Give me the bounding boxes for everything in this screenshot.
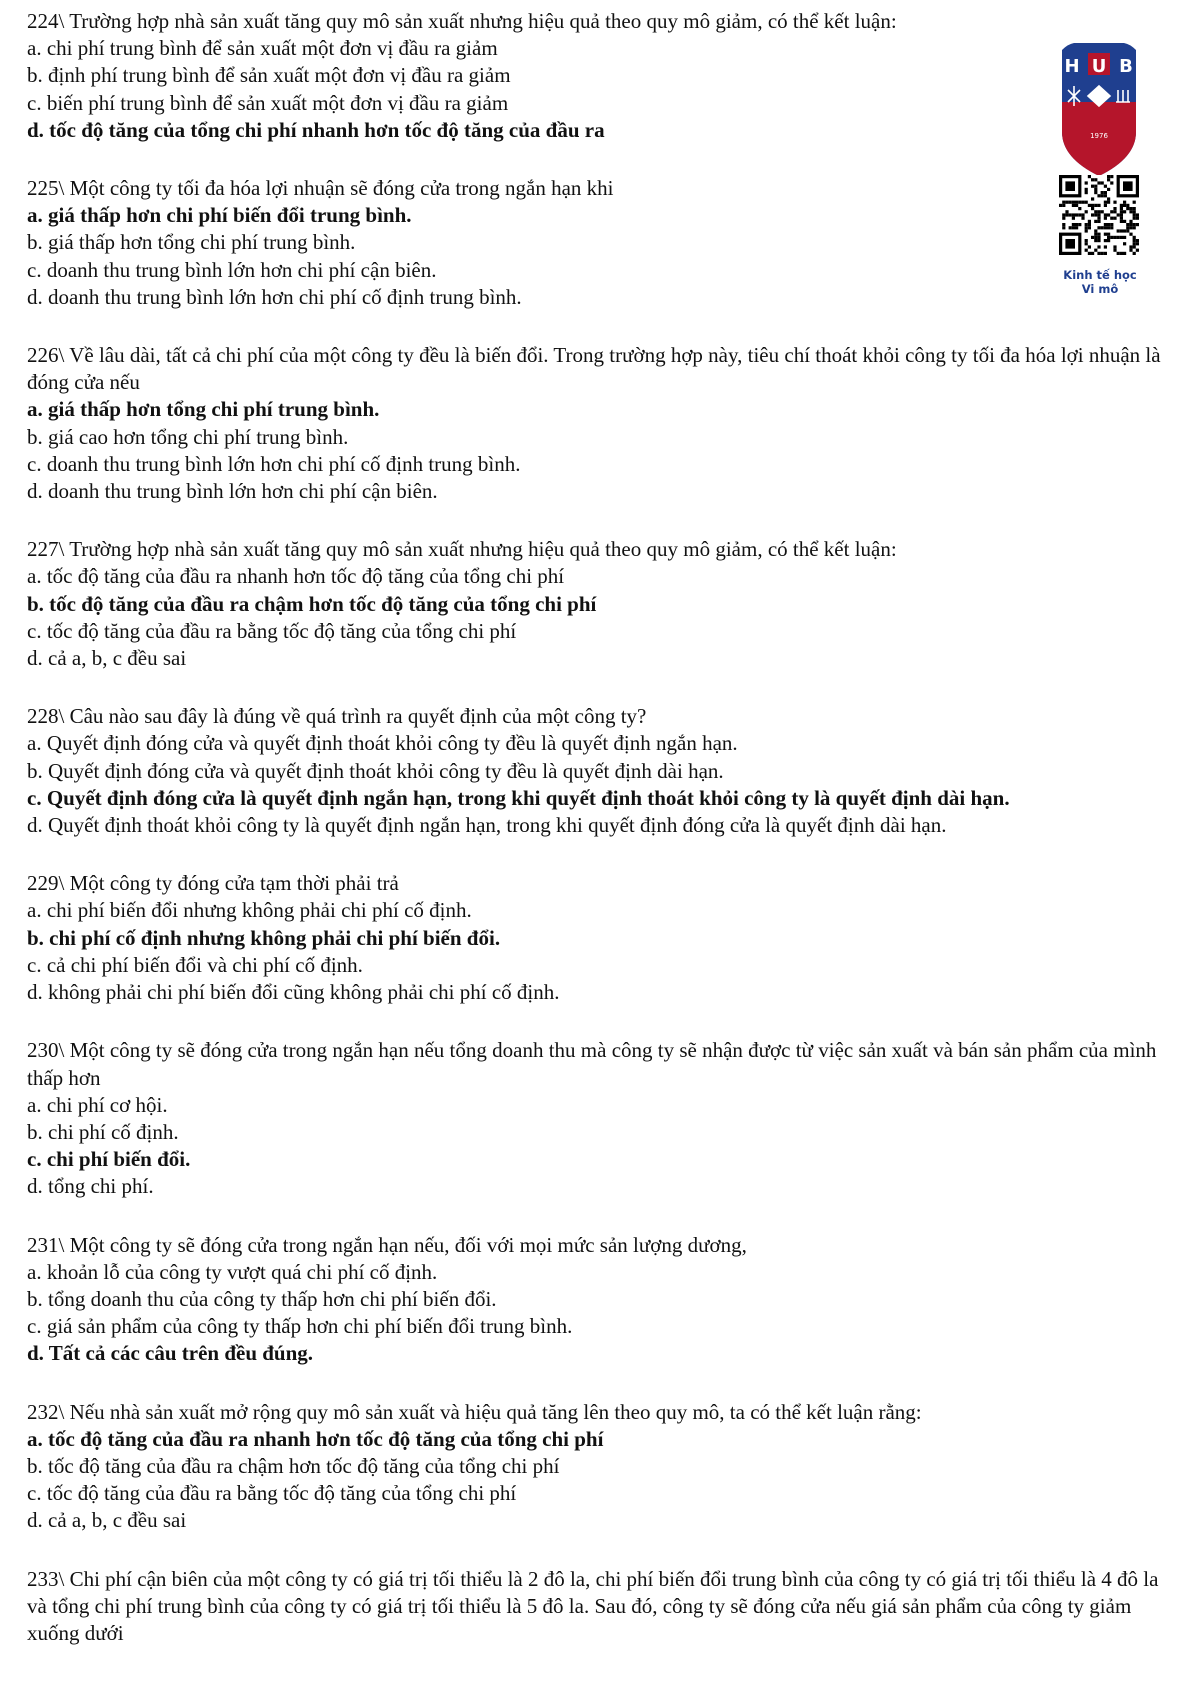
qr-module bbox=[1072, 201, 1075, 204]
answer-option: c. giá sản phẩm của công ty thấp hơn chi phí biến đổi trung bình. bbox=[27, 1314, 573, 1339]
qr-module bbox=[1094, 220, 1097, 223]
qr-module bbox=[1065, 239, 1075, 249]
qr-caption-line1: Kinh tế học bbox=[1063, 268, 1137, 282]
qr-module bbox=[1110, 236, 1113, 239]
question-stem: 233\ Chi phí cận biên của một công ty có giá trị tối thiểu là 2 đô la, chi phí biến đổi trung bình của công ty có giá trị tối thiểu là 4 đô la và tổng chi phí trung bình của công ty có giá trị tối thiểu là 5 đô la. Sau đó, công ty sẽ đóng cửa nếu giá sản phẩm của công ty giảm xuống dưới bbox=[27, 1566, 1159, 1645]
qr-module bbox=[1129, 245, 1132, 248]
qr-module bbox=[1110, 223, 1113, 226]
qr-module bbox=[1075, 223, 1078, 226]
qr-module bbox=[1136, 249, 1139, 252]
question-block bbox=[27, 870, 1167, 1006]
answer-option: b. Quyết định đóng cửa và quyết định thoát khỏi công ty đều là quyết định dài hạn. bbox=[27, 758, 724, 783]
question-block bbox=[27, 703, 1167, 839]
qr-module bbox=[1085, 229, 1088, 232]
qr-module bbox=[1094, 185, 1097, 188]
qr-module bbox=[1133, 207, 1136, 210]
answer-option: c. doanh thu trung bình lớn hơn chi phí cận biên. bbox=[27, 257, 437, 282]
answer-option: c. biến phí trung bình để sản xuất một đơn vị đầu ra giảm bbox=[27, 90, 509, 115]
qr-module bbox=[1097, 204, 1100, 207]
qr-module bbox=[1129, 226, 1132, 229]
qr-module bbox=[1104, 233, 1107, 236]
answer-option: a. Quyết định đóng cửa và quyết định thoát khỏi công ty đều là quyết định ngắn hạn. bbox=[27, 731, 738, 756]
question-stem: 229\ Một công ty đóng cửa tạm thời phải trả bbox=[27, 871, 399, 896]
qr-module bbox=[1078, 201, 1081, 204]
qr-module bbox=[1113, 249, 1116, 252]
question-stem: 224\ Trường hợp nhà sản xuất tăng quy mô sản xuất nhưng hiệu quả theo quy mô giảm, có thể kết luận: bbox=[27, 9, 897, 33]
qr-module bbox=[1085, 226, 1088, 229]
qr-module bbox=[1136, 217, 1139, 220]
qr-module bbox=[1129, 223, 1132, 226]
answer-option: a. khoản lỗ của công ty vượt quá chi phí cố định. bbox=[27, 1259, 438, 1284]
qr-module bbox=[1085, 201, 1088, 204]
answer-option: c. cả chi phí biến đổi và chi phí cố định. bbox=[27, 952, 363, 977]
qr-module bbox=[1094, 191, 1097, 194]
qr-module bbox=[1104, 239, 1107, 242]
answer-option-correct: a. giá thấp hơn chi phí biến đổi trung bình. bbox=[27, 203, 412, 228]
qr-module bbox=[1104, 213, 1107, 216]
qr-module bbox=[1133, 236, 1136, 239]
qr-module bbox=[1104, 226, 1107, 229]
qr-module bbox=[1069, 213, 1072, 216]
qr-module bbox=[1101, 191, 1104, 194]
qr-module bbox=[1062, 213, 1065, 216]
qr-module bbox=[1062, 226, 1065, 229]
qr-module bbox=[1088, 245, 1091, 248]
qr-module bbox=[1133, 210, 1136, 213]
qr-module bbox=[1094, 178, 1097, 181]
qr-module bbox=[1094, 213, 1097, 216]
qr-module bbox=[1072, 226, 1075, 229]
answer-option-correct: c. Quyết định đóng cửa là quyết định ngắn hạn, trong khi quyết định thoát khỏi công ty là quyết định dài hạn. bbox=[27, 785, 1010, 810]
qr-module bbox=[1094, 249, 1097, 252]
qr-module bbox=[1094, 229, 1097, 232]
qr-module bbox=[1113, 210, 1116, 213]
qr-module bbox=[1104, 201, 1107, 204]
answer-option: b. chi phí cố định. bbox=[27, 1119, 179, 1144]
qr-module bbox=[1097, 226, 1100, 229]
qr-module bbox=[1094, 236, 1097, 239]
logo-year: 1976 bbox=[1090, 132, 1108, 140]
qr-module bbox=[1097, 213, 1100, 216]
qr-module bbox=[1094, 204, 1097, 207]
qr-module bbox=[1120, 236, 1123, 239]
qr-module bbox=[1136, 239, 1139, 242]
qr-module bbox=[1110, 181, 1113, 184]
qr-module bbox=[1126, 229, 1129, 232]
qr-module bbox=[1104, 245, 1107, 248]
answer-option: a. tốc độ tăng của đầu ra nhanh hơn tốc độ tăng của tổng chi phí bbox=[27, 564, 565, 589]
qr-module bbox=[1085, 249, 1088, 252]
qr-module bbox=[1088, 220, 1091, 223]
qr-module bbox=[1123, 236, 1126, 239]
hub-logo bbox=[1058, 40, 1140, 180]
qr-module bbox=[1133, 252, 1136, 255]
qr-module bbox=[1120, 204, 1123, 207]
question-list bbox=[27, 8, 1167, 1678]
qr-module bbox=[1091, 213, 1094, 216]
logo-letter-u: U bbox=[1091, 56, 1107, 77]
qr-module bbox=[1094, 239, 1097, 242]
answer-option: d. không phải chi phí biến đổi cũng không phải chi phí cố định. bbox=[27, 980, 560, 1005]
qr-module bbox=[1117, 236, 1120, 239]
qr-module bbox=[1088, 252, 1091, 255]
qr-module bbox=[1129, 249, 1132, 252]
qr-module bbox=[1085, 223, 1088, 226]
qr-module bbox=[1113, 207, 1116, 210]
qr-module bbox=[1120, 213, 1123, 216]
qr-module bbox=[1110, 217, 1113, 220]
qr-module bbox=[1091, 252, 1094, 255]
answer-option-correct: d. tốc độ tăng của tổng chi phí nhanh hơn tốc độ tăng của đầu ra bbox=[27, 117, 605, 142]
qr-module bbox=[1107, 233, 1110, 236]
qr-module bbox=[1075, 201, 1078, 204]
qr-module bbox=[1097, 252, 1100, 255]
qr-module bbox=[1129, 220, 1132, 223]
qr-module bbox=[1123, 252, 1126, 255]
question-stem: 230\ Một công ty sẽ đóng cửa trong ngắn hạn nếu tổng doanh thu mà công ty sẽ nhận được từ việc sản xuất và bán sản phẩm của mình thấp hơn bbox=[27, 1038, 1157, 1090]
qr-module bbox=[1133, 239, 1136, 242]
qr-module bbox=[1110, 210, 1113, 213]
qr-module bbox=[1120, 210, 1123, 213]
qr-module bbox=[1123, 229, 1126, 232]
qr-module bbox=[1078, 213, 1081, 216]
qr-module bbox=[1091, 178, 1094, 181]
qr-module bbox=[1097, 210, 1100, 213]
qr-module bbox=[1062, 201, 1065, 204]
qr-module bbox=[1069, 226, 1072, 229]
question-block bbox=[27, 1232, 1167, 1368]
answer-option: d. tổng chi phí. bbox=[27, 1174, 154, 1199]
qr-module bbox=[1133, 242, 1136, 245]
qr-module bbox=[1097, 239, 1100, 242]
qr-module bbox=[1133, 201, 1136, 204]
qr-module bbox=[1133, 213, 1136, 216]
qr-module bbox=[1123, 181, 1133, 191]
qr-caption bbox=[1054, 268, 1146, 296]
qr-module bbox=[1065, 201, 1068, 204]
qr-module bbox=[1107, 223, 1110, 226]
qr-module bbox=[1104, 194, 1107, 197]
question-block bbox=[27, 175, 1167, 311]
answer-option: b. tổng doanh thu của công ty thấp hơn chi phí biến đổi. bbox=[27, 1286, 497, 1311]
qr-module bbox=[1081, 213, 1084, 216]
qr-module bbox=[1104, 191, 1107, 194]
qr-module bbox=[1088, 204, 1091, 207]
qr-code-icon bbox=[1059, 175, 1139, 255]
answer-option: a. chi phí cơ hội. bbox=[27, 1092, 168, 1117]
qr-module bbox=[1091, 185, 1094, 188]
qr-module bbox=[1085, 210, 1088, 213]
qr-module bbox=[1101, 252, 1104, 255]
qr-module bbox=[1104, 223, 1107, 226]
qr-module bbox=[1104, 204, 1107, 207]
answer-option: d. cả a, b, c đều sai bbox=[27, 646, 187, 671]
question-block bbox=[27, 1037, 1167, 1200]
qr-module bbox=[1081, 217, 1084, 220]
qr-module bbox=[1107, 226, 1110, 229]
qr-module bbox=[1085, 188, 1088, 191]
qr-module bbox=[1094, 210, 1097, 213]
qr-module bbox=[1097, 181, 1100, 184]
qr-module bbox=[1097, 217, 1100, 220]
logo-letter-b: B bbox=[1119, 56, 1133, 77]
qr-module bbox=[1094, 188, 1097, 191]
qr-module bbox=[1101, 226, 1104, 229]
qr-module bbox=[1075, 226, 1078, 229]
qr-module bbox=[1133, 217, 1136, 220]
qr-module bbox=[1123, 204, 1126, 207]
qr-module bbox=[1104, 252, 1107, 255]
qr-module bbox=[1091, 207, 1094, 210]
qr-module bbox=[1065, 210, 1068, 213]
qr-module bbox=[1133, 226, 1136, 229]
question-stem: 226\ Về lâu dài, tất cả chi phí của một công ty đều là biến đổi. Trong trường hợp này, tiêu chí thoát khỏi công ty tối đa hóa lợi nhuận là đóng cửa nếu bbox=[27, 343, 1161, 395]
question-block bbox=[27, 536, 1167, 672]
qr-module bbox=[1078, 207, 1081, 210]
qr-module bbox=[1126, 204, 1129, 207]
qr-module bbox=[1097, 194, 1100, 197]
question-stem: 232\ Nếu nhà sản xuất mở rộng quy mô sản xuất và hiệu quả tăng lên theo quy mô, ta có thể kết luận rằng: bbox=[27, 1399, 922, 1424]
qr-module bbox=[1110, 175, 1113, 178]
qr-module bbox=[1097, 236, 1100, 239]
qr-module bbox=[1120, 220, 1123, 223]
qr-module bbox=[1120, 207, 1123, 210]
qr-module bbox=[1110, 226, 1113, 229]
answer-option-correct: b. chi phí cố định nhưng không phải chi phí biến đổi. bbox=[27, 925, 501, 950]
qr-module bbox=[1117, 213, 1120, 216]
qr-module bbox=[1123, 242, 1126, 245]
qr-module bbox=[1136, 223, 1139, 226]
qr-module bbox=[1062, 217, 1065, 220]
qr-module bbox=[1107, 175, 1110, 178]
qr-module bbox=[1107, 188, 1110, 191]
qr-module bbox=[1072, 223, 1075, 226]
qr-module bbox=[1107, 197, 1110, 200]
qr-module bbox=[1069, 201, 1072, 204]
question-block bbox=[27, 8, 1167, 144]
answer-option: c. tốc độ tăng của đầu ra bằng tốc độ tăng của tổng chi phí bbox=[27, 618, 517, 643]
qr-module bbox=[1085, 242, 1088, 245]
qr-module bbox=[1101, 210, 1104, 213]
qr-module bbox=[1075, 213, 1078, 216]
qr-module bbox=[1094, 233, 1097, 236]
answer-option: c. doanh thu trung bình lớn hơn chi phí cố định trung bình. bbox=[27, 451, 521, 476]
qr-module bbox=[1107, 236, 1110, 239]
qr-module bbox=[1113, 217, 1116, 220]
answer-option: a. chi phí trung bình để sản xuất một đơn vị đầu ra giảm bbox=[27, 36, 498, 61]
qr-module bbox=[1072, 213, 1075, 216]
qr-module bbox=[1097, 220, 1100, 223]
answer-option: a. chi phí biến đổi nhưng không phải chi phí cố định. bbox=[27, 898, 472, 923]
answer-option: d. cả a, b, c đều sai bbox=[27, 1508, 187, 1533]
answer-option: d. doanh thu trung bình lớn hơn chi phí cận biên. bbox=[27, 479, 438, 504]
qr-module bbox=[1136, 242, 1139, 245]
answer-option-correct: a. giá thấp hơn tổng chi phí trung bình. bbox=[27, 397, 380, 422]
answer-option: b. định phí trung bình để sản xuất một đơn vị đầu ra giảm bbox=[27, 63, 511, 88]
qr-caption-line2: Vi mô bbox=[1081, 282, 1119, 296]
qr-module bbox=[1113, 201, 1116, 204]
qr-module bbox=[1072, 204, 1075, 207]
question-block bbox=[27, 342, 1167, 505]
qr-module bbox=[1097, 233, 1100, 236]
answer-option: b. tốc độ tăng của đầu ra chậm hơn tốc độ tăng của tổng chi phí bbox=[27, 1453, 560, 1478]
question-stem: 225\ Một công ty tối đa hóa lợi nhuận sẽ đóng cửa trong ngắn hạn khi bbox=[27, 176, 614, 201]
qr-module bbox=[1133, 245, 1136, 248]
qr-module bbox=[1117, 252, 1120, 255]
qr-module bbox=[1088, 223, 1091, 226]
qr-module bbox=[1088, 175, 1091, 178]
qr-module bbox=[1120, 252, 1123, 255]
qr-module bbox=[1085, 191, 1088, 194]
question-stem: 227\ Trường hợp nhà sản xuất tăng quy mô sản xuất nhưng hiệu quả theo quy mô giảm, có thể kết luận: bbox=[27, 537, 897, 562]
qr-module bbox=[1078, 223, 1081, 226]
qr-module bbox=[1091, 236, 1094, 239]
logo-letter-h: H bbox=[1064, 56, 1080, 77]
qr-module bbox=[1123, 201, 1126, 204]
qr-module bbox=[1107, 178, 1110, 181]
qr-module bbox=[1091, 197, 1094, 200]
qr-module bbox=[1075, 204, 1078, 207]
qr-module bbox=[1101, 194, 1104, 197]
question-stem: 228\ Câu nào sau đây là đúng về quá trình ra quyết định của một công ty? bbox=[27, 704, 647, 729]
qr-module bbox=[1088, 226, 1091, 229]
qr-module bbox=[1126, 223, 1129, 226]
qr-module bbox=[1062, 223, 1065, 226]
qr-module bbox=[1072, 217, 1075, 220]
qr-module bbox=[1091, 204, 1094, 207]
qr-module bbox=[1081, 201, 1084, 204]
qr-module bbox=[1120, 229, 1123, 232]
qr-module bbox=[1113, 245, 1116, 248]
qr-module bbox=[1104, 185, 1107, 188]
answer-option: b. giá thấp hơn tổng chi phí trung bình. bbox=[27, 230, 356, 255]
answer-option: d. Quyết định thoát khỏi công ty là quyết định ngắn hạn, trong khi quyết định đóng cửa là quyết định dài hạn. bbox=[27, 813, 947, 838]
qr-module bbox=[1107, 213, 1110, 216]
qr-module bbox=[1107, 239, 1110, 242]
qr-module bbox=[1120, 217, 1123, 220]
qr-module bbox=[1129, 233, 1132, 236]
answer-option-correct: c. chi phí biến đổi. bbox=[27, 1147, 191, 1172]
qr-module bbox=[1129, 210, 1132, 213]
qr-module bbox=[1117, 229, 1120, 232]
qr-module bbox=[1123, 220, 1126, 223]
question-stem: 231\ Một công ty sẽ đóng cửa trong ngắn hạn nếu, đối với mọi mức sản lượng dương, bbox=[27, 1232, 747, 1257]
qr-module bbox=[1065, 213, 1068, 216]
qr-module bbox=[1133, 223, 1136, 226]
qr-module bbox=[1097, 245, 1100, 248]
qr-module bbox=[1129, 207, 1132, 210]
answer-option-correct: d. Tất cả các câu trên đều đúng. bbox=[27, 1341, 314, 1366]
answer-option-correct: b. tốc độ tăng của đầu ra chậm hơn tốc độ tăng của tổng chi phí bbox=[27, 591, 597, 616]
qr-module bbox=[1126, 207, 1129, 210]
qr-module bbox=[1113, 236, 1116, 239]
question-block bbox=[27, 1399, 1167, 1535]
qr-module bbox=[1104, 217, 1107, 220]
qr-module bbox=[1107, 201, 1110, 204]
qr-module bbox=[1123, 210, 1126, 213]
question-block bbox=[27, 1566, 1167, 1648]
qr-module bbox=[1085, 239, 1088, 242]
answer-option: d. doanh thu trung bình lớn hơn chi phí cố định trung bình. bbox=[27, 284, 522, 309]
qr-module bbox=[1126, 226, 1129, 229]
qr-module bbox=[1136, 213, 1139, 216]
qr-module bbox=[1065, 181, 1075, 191]
answer-option: b. giá cao hơn tổng chi phí trung bình. bbox=[27, 424, 349, 449]
answer-option-correct: a. tốc độ tăng của đầu ra nhanh hơn tốc độ tăng của tổng chi phí bbox=[27, 1426, 604, 1451]
qr-module bbox=[1059, 204, 1062, 207]
answer-option: c. tốc độ tăng của đầu ra bằng tốc độ tăng của tổng chi phí bbox=[27, 1481, 517, 1506]
qr-module bbox=[1062, 204, 1065, 207]
qr-module bbox=[1085, 181, 1088, 184]
qr-module bbox=[1101, 181, 1104, 184]
